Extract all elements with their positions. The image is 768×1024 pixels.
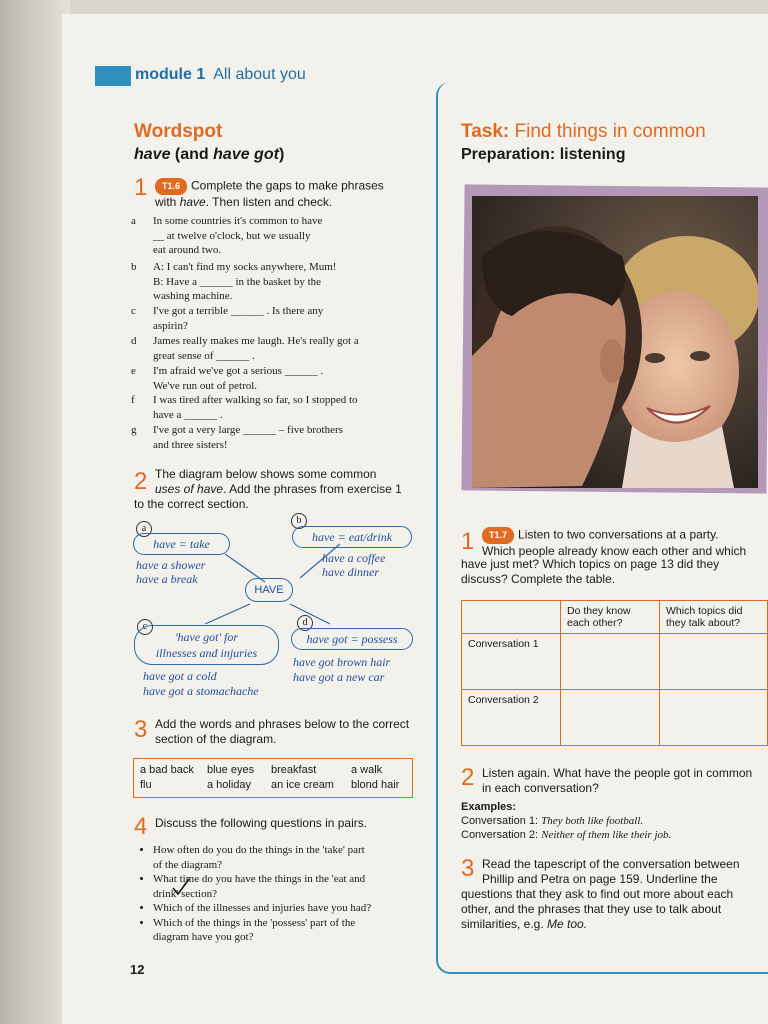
item-line: A: I can't find my socks anywhere, Mum!	[153, 261, 337, 273]
page-shadow	[0, 0, 70, 1024]
exercise-1-number: 1	[134, 174, 148, 201]
table-header-know: Do they know each other?	[561, 601, 660, 634]
task-exercise-2-instruction: Listen again. What have the people got in common in each conversation?	[482, 766, 753, 795]
item-letter: f	[131, 394, 135, 406]
task-exercise-1-instruction: T1.7 Listen to two conversations at a party. Which people already know each other and which	[482, 527, 747, 558]
diagram-example-c1: have got a cold	[143, 669, 217, 683]
wordspot-title: Wordspot	[134, 121, 223, 142]
exercise-1-item	[131, 214, 418, 258]
exercise-1-item	[131, 334, 418, 363]
diagram-label-b: b	[291, 513, 307, 529]
word-item: an ice cream	[271, 779, 334, 791]
diagram-label-a: a	[136, 521, 152, 537]
question-item: • What time do you have the things in the 'eat and drink' section?	[153, 872, 443, 901]
diagram-center-have: HAVE	[245, 578, 293, 602]
audio-track-badge: T1.7	[482, 527, 514, 544]
word-item: breakfast	[271, 764, 317, 776]
word-item: a bad back	[140, 764, 194, 776]
wordspot-subtitle: have (and have got)	[134, 146, 285, 163]
item-line: I've got a very large ______ – five brothers	[153, 424, 343, 436]
word-item: blue eyes	[207, 764, 255, 776]
item-line: I'm afraid we've got a serious ______ .	[153, 365, 324, 377]
exercise-1-item	[131, 393, 418, 422]
diagram-example-d2: have got a new car	[293, 670, 385, 684]
task-exercise-1-instruction-cont: have just met? Which topics on page 13 did they discuss? Complete the table.	[461, 557, 720, 586]
exercise-3-instruction: Add the words and phrases below to the correct section of the diagram.	[155, 717, 410, 746]
item-line: great sense of ______ .	[153, 349, 255, 362]
item-letter: b	[131, 261, 137, 273]
table-header-topics: Which topics did they talk about?	[660, 601, 768, 634]
exercise-4-instruction: Discuss the following questions in pairs.	[155, 816, 368, 830]
table-cell[interactable]	[660, 690, 768, 746]
question-item: • Which of the illnesses and injuries have you had?	[153, 901, 443, 916]
task-exercise-3-instruction-cont: questions that they ask to find out more about each other, and the phrases that they use to talk about similarities, e.g. Me too.	[461, 887, 734, 931]
exercise-1-item	[131, 364, 418, 393]
task-subtitle: Preparation: listening	[461, 146, 626, 163]
diagram-example-b1: have a coffee	[322, 551, 386, 565]
task-examples: Examples: Conversation 1: They both like football. Conversation 2: Neither of them like their job.	[461, 801, 672, 841]
item-letter: e	[131, 365, 136, 377]
diagram-example-a1: have a shower	[136, 558, 206, 572]
exercise-2-instruction: The diagram below shows some common uses of have. Add the phrases from exercise 1	[155, 467, 402, 496]
exercise-1-instruction: T1.6 Complete the gaps to make phrases with have. Then listen and check.	[155, 178, 384, 209]
item-letter: c	[131, 305, 136, 317]
table-header-empty	[462, 601, 561, 634]
item-line: B: Have a ______ in the basket by the	[153, 275, 322, 288]
task-exercise-3-instruction: Read the tapescript of the conversation between Phillip and Petra on page 159. Underline the	[482, 857, 740, 886]
exercise-1-item	[131, 260, 418, 304]
module-header: module 1 All about you	[135, 66, 306, 83]
question-item: • Which of the things in the 'possess' part of the diagram have you got?	[153, 916, 443, 945]
question-item: • How often do you do the things in the 'take' part of the diagram?	[153, 843, 443, 872]
exercise-4-number: 4	[134, 813, 148, 840]
item-line: have a ______ .	[153, 408, 223, 421]
table-row-label: Conversation 2	[462, 690, 561, 746]
item-letter: g	[131, 424, 137, 436]
item-line: We've run out of petrol.	[153, 379, 258, 392]
diagram-example-d1: have got brown hair	[293, 655, 391, 669]
diagram-example-b2: have dinner	[322, 565, 379, 579]
page-number: 12	[130, 962, 145, 977]
task-exercise-3-number: 3	[461, 855, 475, 882]
item-line: James really makes me laugh. He's really got a	[153, 335, 359, 347]
word-item: blond hair	[351, 779, 400, 791]
item-line: and three sisters!	[153, 438, 228, 451]
word-box	[133, 758, 413, 798]
word-item: a walk	[351, 764, 383, 776]
task-exercise-1-number: 1	[461, 528, 475, 555]
diagram-node-take: have = take	[133, 533, 230, 555]
exercise-2-number: 2	[134, 468, 148, 495]
word-item: flu	[140, 779, 152, 791]
exercise-3-number: 3	[134, 716, 148, 743]
conversation-table	[461, 600, 768, 746]
party-photo	[472, 196, 758, 488]
table-cell[interactable]	[660, 634, 768, 690]
task-title: Task: Find things in common	[461, 121, 706, 142]
diagram-node-possess: have got = possess	[291, 628, 413, 650]
table-row-label: Conversation 1	[462, 634, 561, 690]
exercise-1-item	[131, 423, 418, 452]
word-item: a holiday	[207, 779, 252, 791]
diagram-node-eat-drink: have = eat/drink	[292, 526, 412, 548]
item-letter: a	[131, 215, 136, 227]
diagram-example-c2: have got a stomachache	[143, 684, 259, 698]
item-line: In some countries it's common to have	[153, 215, 323, 227]
exercise-1-item	[131, 304, 418, 333]
item-letter: d	[131, 335, 137, 347]
module-band	[95, 66, 131, 86]
table-cell[interactable]	[561, 690, 660, 746]
table-cell[interactable]	[561, 634, 660, 690]
item-line: __ at twelve o'clock, but we usually	[153, 229, 311, 242]
checkmark-icon	[170, 876, 192, 898]
item-line: aspirin?	[153, 319, 188, 332]
diagram-example-a2: have a break	[136, 572, 198, 586]
diagram-label-c: c	[137, 619, 153, 635]
item-line: eat around two.	[153, 244, 222, 256]
task-exercise-2-number: 2	[461, 764, 475, 791]
audio-track-badge: T1.6	[155, 178, 187, 195]
exercise-2-instruction-end: to the correct section.	[134, 497, 249, 511]
item-line: I was tired after walking so far, so I stopped to	[153, 394, 358, 406]
item-line: I've got a terrible ______ . Is there any	[153, 305, 324, 317]
diagram-label-d: d	[297, 615, 313, 631]
item-line: washing machine.	[153, 290, 233, 302]
diagram-node-illnesses: 'have got' for illnesses and injuries	[134, 625, 279, 665]
